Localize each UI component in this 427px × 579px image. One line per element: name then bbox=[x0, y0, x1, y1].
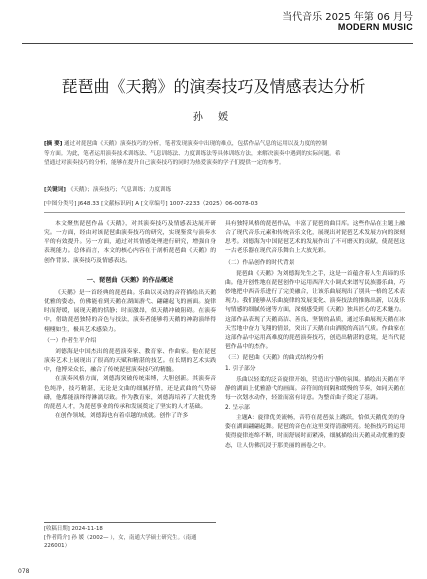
received-date: [收稿日期] 2024-11-18 bbox=[44, 526, 103, 532]
author-info: [作者简介] 孙 媛（2002— ），女，南通大学硕士研究生。（南通 226001） bbox=[44, 534, 197, 549]
intro-paragraph: 本文聚焦琵琶作品《天鹅》，对其演奏技巧及情感表达展开研究。一方面，经由对该琵琶曲演奏技巧的研究，实现鉴赏与演奏水平的有效提升。另一方面，通过对其情感处理进行研究，增强自身表现能力。总体而言，本文的核心内容在于剖析琵琶曲《天鹅》的创作背景、演奏技巧及情感表达。 bbox=[44, 221, 216, 264]
meta-rule bbox=[44, 212, 405, 213]
paragraph: 乐曲以轻柔的泛音旋律开始，营造出宁静的氛围。描绘出天鹅在平静的湖面上优雅游弋的画面。音符间的间隔和缓慢的节奏，如同天鹅在每一次划水动作，轻盈而富有诗意。为整首曲子奠定了基调。 bbox=[225, 376, 405, 401]
right-column bbox=[225, 220, 405, 451]
sub-subsection-heading: 1. 引子部分 bbox=[225, 366, 256, 373]
subsection-heading: （三）琵琶曲《天鹅》的曲式结构分析 bbox=[225, 355, 324, 362]
left-column bbox=[44, 220, 216, 421]
abstract-line-3: 望通过对演奏技巧的分析，能够在提升自己演奏技巧的同时为热爱演奏的学子们提供一定的参考。 bbox=[44, 160, 285, 166]
journal-issue: 当代音乐 2025 年第 06 月号 bbox=[282, 12, 413, 23]
subsection-heading: （一）作者生平介绍 bbox=[44, 337, 97, 344]
section-heading-1: 一、琵琶曲《天鹅》的作品概述 bbox=[86, 276, 174, 284]
header-rule bbox=[22, 43, 413, 44]
journal-name-en: MODERN MUSIC bbox=[337, 22, 413, 32]
paragraph: 具有独特风格的琵琶作品，丰富了琵琶的曲目库。这些作品在主题上融合了现代音乐元素和传统音乐文化，展现出对琵琶艺术发展方向的深刻思考。刘德海为中国琵琶艺术的发展作出了不可磨灭的贡献，使琵琶这一古老乐器在现代音乐舞台上大放光彩。 bbox=[225, 221, 405, 255]
paragraph: 在创作领域，刘德海也有着卓越的成就。创作了许多 bbox=[55, 412, 189, 419]
paragraph: 琵琶曲《天鹅》为刘德海先生之手，这是一首蕴含着人生真谛的乐曲。他开创性地在琵琶创作中运用西洋大小调式来谱写民族器乐曲，巧妙地把中西音乐进行了完美融合，让该乐曲展现出了别具一格的艺术表现力。我们能够从乐曲旋律的发展变化、演奏技法的推陈出新，以及乐句情感的细腻传递等方面，深刻感受到《天鹅》独具匠心的艺术魅力。这部作品表现了天鹅高洁、善良、坚韧的品质，通过乐曲展现天鹅在冰天雪地中奋力飞翔的情景，突出了天鹅自由洒脱的高洁气质。作曲家在这部作品中运用高难度的琵琶演奏技巧，创造出精湛的意境，是当代琵琶作品中的杰作。 bbox=[225, 270, 405, 351]
keywords-label: [关键词] bbox=[44, 187, 66, 193]
paragraph: 在演奏风格方面，刘德海突破传统束缚，大胆创新。其演奏音色纯净，技巧精湛，无论是文曲的细腻抒情，还是武曲的气势磅礴，他都能演绎得淋漓尽致。作为教育家，刘德海培养了大批优秀的琵琶人才，为琵琶事业的传承和发展奠定了坚实的人才基础。 bbox=[44, 376, 216, 410]
abstract-line-2: 等方面。为此，笔者运用演奏技术训练法、气息训练法、力度训练法等具体训练方法，来解决演奏中遇到的实际问题。希 bbox=[44, 150, 341, 157]
article-author: 孙 媛 bbox=[192, 112, 235, 123]
classification-meta: [中图分类号] J648.33 [文献标识码] A [文章编号] 1007-2233（2025）06-0078-03 bbox=[44, 201, 258, 207]
keywords bbox=[44, 185, 383, 193]
article-title: 琵琶曲《天鹅》的演奏技巧及情感表达分析 bbox=[61, 77, 366, 96]
subsection-heading: （二）作品创作的时代背景 bbox=[225, 259, 295, 266]
abstract-line-1: [摘 要] 通过对琵琶曲《天鹅》演奏技巧的分析，笔者发现演奏中出现的难点，包括作品气息的运用以及力度的控制 bbox=[44, 141, 327, 147]
sub-subsection-heading: 2. 呈示部 bbox=[225, 404, 250, 411]
paragraph: 《天鹅》是一首经典的琵琶曲。乐曲以灵动的音符描绘出天鹅优雅的姿态，仿佛能看到天鹅在湖面游弋、翩翩起飞的画面。旋律时而舒缓，展现天鹅的恬静；时而激昂，似天鹅冲破阻碍。在演奏中，借助琵琶独特的音色与技法，演奏者能够将天鹅的神韵演绎得栩栩如生，极具艺术感染力。 bbox=[44, 289, 216, 333]
paragraph: 刘德海是中国杰出的琵琶演奏家、教育家、作曲家。他在琵琶演奏艺术上展现出了很高的天赋和精湛的技艺。在长期的艺术实践中，他博采众长，融合了传统琵琶演奏技巧的精髓。 bbox=[44, 348, 216, 374]
abstract bbox=[44, 140, 383, 169]
abstract-label: [摘 要] bbox=[44, 141, 63, 147]
footnote bbox=[44, 522, 216, 551]
keywords-text: 《天鹅》；演奏技巧；气息训练；力度训练 bbox=[67, 187, 172, 193]
paragraph: 主题A：旋律优美流畅，音符在琵琶弦上跳跃，恰似天鹅优美的身姿在湖面翩翩起舞。琵琶的音色在这里变得清澈明亮。轮指技巧的运用使得旋律连绵不断，时而舒展时而紧凑，细腻描绘出天鹅灵动优雅的姿态，让人仿佛沉浸于那美丽的画卷之中。 bbox=[225, 415, 405, 449]
journal-header bbox=[282, 12, 413, 33]
page-number: 078 bbox=[18, 568, 30, 575]
